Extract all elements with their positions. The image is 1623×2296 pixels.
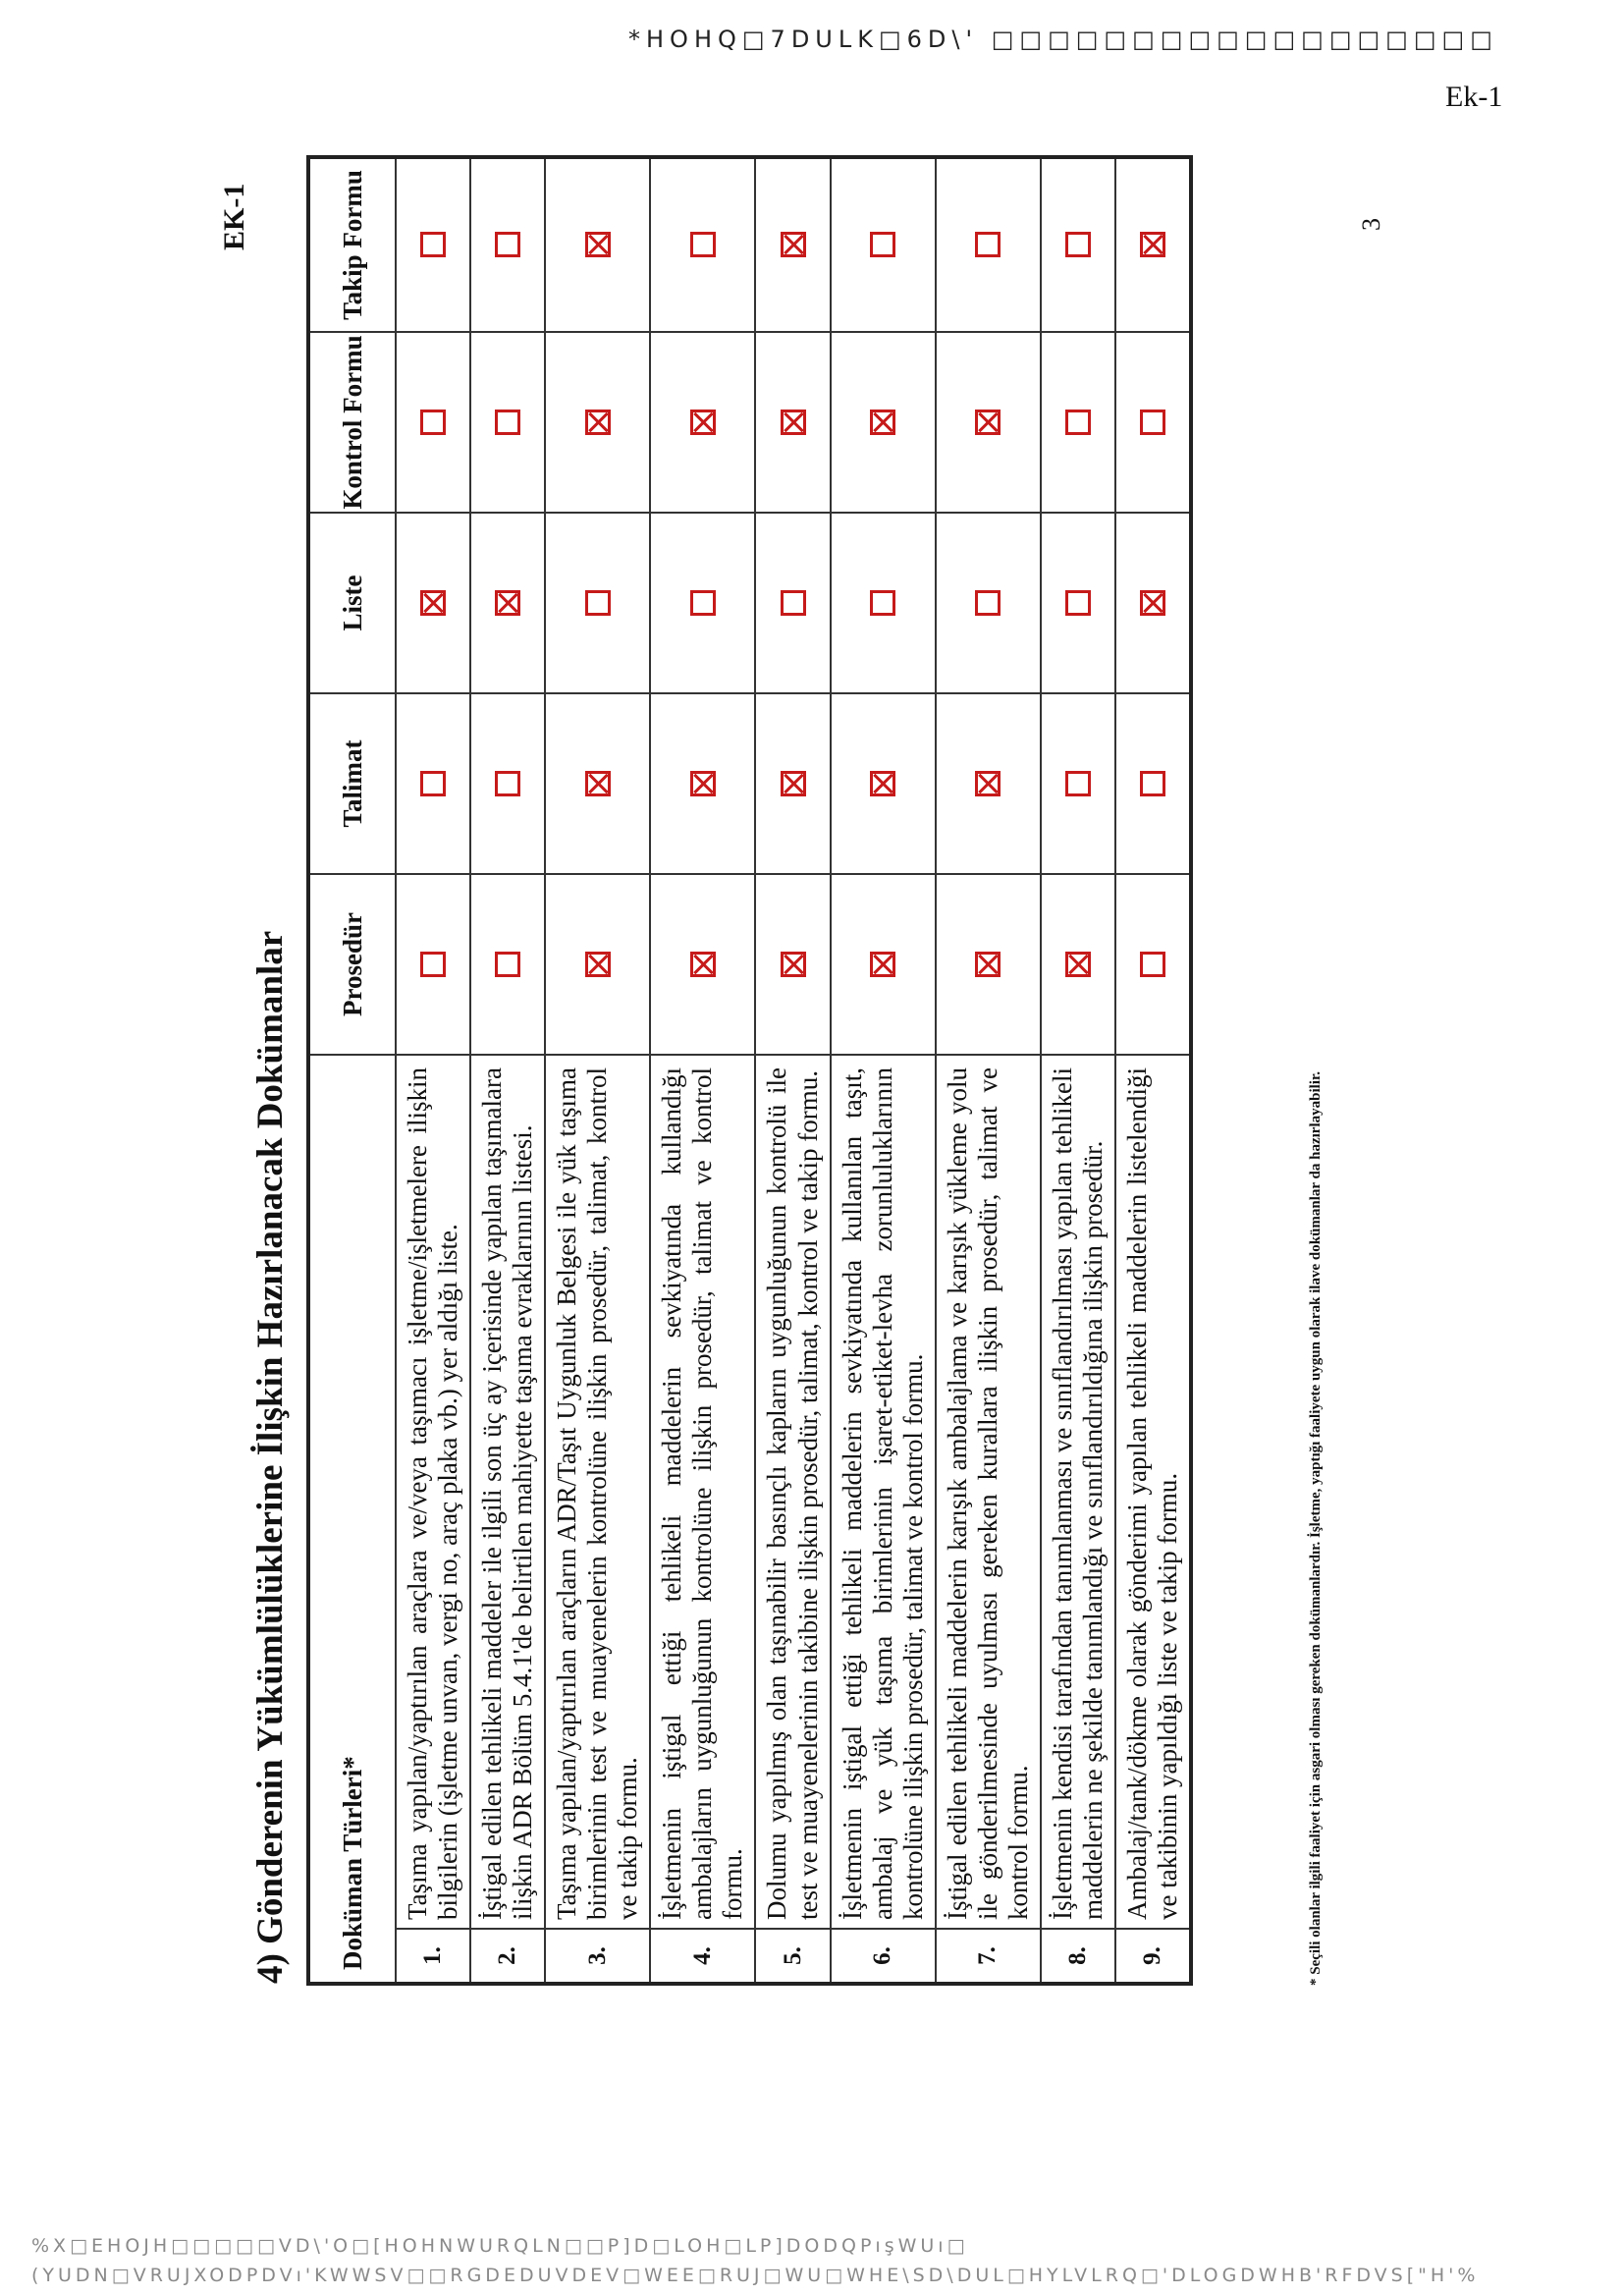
checked-checkbox [690, 771, 716, 796]
empty-checkbox [1140, 771, 1165, 796]
empty-checkbox [585, 590, 611, 616]
footer-line-2: (YUDN□VRUJXODPDVı'KWWSV□□RGDEDUVDEV□WEE□RUJ□WU□WHE\SD\DUL□HYLVLRQ□'DLOGDWHB'RFDVS["H'% [31, 2265, 1480, 2286]
row-number: 3. [545, 1929, 650, 1984]
checkbox-cell-instruction [831, 693, 936, 874]
table-row [650, 157, 755, 1984]
table-row [1115, 157, 1191, 1984]
checkbox-cell-tracking-form [755, 157, 830, 332]
checked-checkbox [975, 952, 1001, 977]
checkbox-cell-list [650, 513, 755, 693]
checkbox-cell-procedure [831, 874, 936, 1055]
row-description: İştigal edilen tehlikeli maddelerin karışık ambalajlama ve karışık yükleme yolu ile gönderilmesinde uyulması gereken kurallara ilişkin prosedür, talimat ve kontrol formu. [936, 1055, 1041, 1929]
checkbox-cell-tracking-form [936, 157, 1041, 332]
checkbox-cell-procedure [1115, 874, 1191, 1055]
table-row [545, 157, 650, 1984]
checkbox-cell-tracking-form [831, 157, 936, 332]
row-description: Taşıma yapılan/yaptırılan araçların ADR/Taşıt Uygunluk Belgesi ile yük taşıma birimlerinin test ve muayenelerin kontrolüne ilişkin prosedür, talimat, kontrol ve takip formu. [545, 1055, 650, 1929]
checkbox-cell-instruction [1115, 693, 1191, 874]
checkbox-cell-tracking-form [470, 157, 545, 332]
checked-checkbox [585, 410, 611, 435]
checkbox-cell-list [470, 513, 545, 693]
checkbox-cell-control-form [650, 332, 755, 513]
row-number: 8. [1041, 1929, 1115, 1984]
table-row [470, 157, 545, 1984]
checkbox-cell-procedure [470, 874, 545, 1055]
row-description: Ambalaj/tank/dökme olarak gönderimi yapılan tehlikeli maddelerin listelendiği ve takibinin yapıldığı liste ve takip formu. [1115, 1055, 1191, 1929]
checked-checkbox [781, 233, 806, 258]
row-number: 4. [650, 1929, 755, 1984]
empty-checkbox [1140, 410, 1165, 435]
checkbox-cell-tracking-form [650, 157, 755, 332]
empty-checkbox [690, 233, 716, 258]
empty-checkbox [1065, 771, 1091, 796]
checked-checkbox [495, 590, 520, 616]
checkbox-cell-list [396, 513, 470, 693]
empty-checkbox [495, 410, 520, 435]
empty-checkbox [420, 952, 446, 977]
checkbox-cell-instruction [755, 693, 830, 874]
checked-checkbox [975, 771, 1001, 796]
table-header-row [308, 157, 396, 1984]
checkbox-cell-control-form [1115, 332, 1191, 513]
row-description: Dolumu yapılmış olan taşınabilir basınçlı kapların uygunluğunun kontrolü ile test ve muayenelerinin takibine ilişkin prosedür, talimat, kontrol ve takip formu. [755, 1055, 830, 1929]
checkbox-cell-instruction [470, 693, 545, 874]
empty-checkbox [495, 233, 520, 258]
section-title: 4) Gönderenin Yükümlülüklerine İlişkin Hazırlanacak Dokümanlar [250, 930, 291, 1984]
row-description: İştigal edilen tehlikeli maddeler ile ilgili son üç ay içerisinde yapılan taşımalara ilişkin ADR Bölüm 5.4.1'de belirtilen mahiyette taşıma evraklarının listesi. [470, 1055, 545, 1929]
checkbox-cell-list [831, 513, 936, 693]
checked-checkbox [690, 952, 716, 977]
row-number: 6. [831, 1929, 936, 1984]
checked-checkbox [585, 952, 611, 977]
checkbox-cell-control-form [755, 332, 830, 513]
checkbox-cell-procedure [1041, 874, 1115, 1055]
checkbox-cell-list [545, 513, 650, 693]
document-types-table [306, 155, 1193, 1986]
checked-checkbox [870, 410, 895, 435]
checkbox-cell-instruction [545, 693, 650, 874]
checkbox-cell-control-form [470, 332, 545, 513]
checked-checkbox [975, 410, 1001, 435]
table-row [831, 157, 936, 1984]
empty-checkbox [495, 771, 520, 796]
empty-checkbox [1065, 590, 1091, 616]
empty-checkbox [781, 590, 806, 616]
checkbox-cell-tracking-form [396, 157, 470, 332]
annex-label: Ek-1 [1445, 81, 1503, 113]
table-row [936, 157, 1041, 1984]
running-header: *HOHQ□7DULK□6D\' □□□□□□□□□□□□□□□□□□ [628, 26, 1498, 53]
checked-checkbox [870, 771, 895, 796]
empty-checkbox [870, 590, 895, 616]
checkbox-cell-instruction [396, 693, 470, 874]
checkbox-cell-control-form [545, 332, 650, 513]
checked-checkbox [420, 590, 446, 616]
checkbox-cell-control-form [831, 332, 936, 513]
column-header-control-form: Kontrol Formu [308, 332, 396, 513]
empty-checkbox [975, 590, 1001, 616]
row-description: Taşıma yapılan/yaptırılan araçlara ve/veya taşımacı işletme/işletmelere ilişkin bilgilerin (işletme unvan, vergi no, araç plaka vb.) yer aldığı liste. [396, 1055, 470, 1929]
empty-checkbox [420, 410, 446, 435]
checked-checkbox [781, 771, 806, 796]
checked-checkbox [1140, 590, 1165, 616]
empty-checkbox [690, 590, 716, 616]
checked-checkbox [585, 233, 611, 258]
checked-checkbox [1140, 233, 1165, 258]
checkbox-cell-list [755, 513, 830, 693]
checkbox-cell-list [1041, 513, 1115, 693]
checked-checkbox [781, 952, 806, 977]
rotated-page [218, 98, 1385, 2121]
empty-checkbox [870, 233, 895, 258]
table-row [755, 157, 830, 1984]
checkbox-cell-instruction [936, 693, 1041, 874]
row-number: 2. [470, 1929, 545, 1984]
checkbox-cell-procedure [650, 874, 755, 1055]
checkbox-cell-instruction [1041, 693, 1115, 874]
checked-checkbox [1065, 952, 1091, 977]
checkbox-cell-control-form [396, 332, 470, 513]
checkbox-cell-list [936, 513, 1041, 693]
checkbox-cell-tracking-form [1115, 157, 1191, 332]
checked-checkbox [585, 771, 611, 796]
checkbox-cell-procedure [396, 874, 470, 1055]
row-number: 7. [936, 1929, 1041, 1984]
empty-checkbox [420, 771, 446, 796]
checkbox-cell-list [1115, 513, 1191, 693]
row-description: İşletmenin iştigal ettiği tehlikeli maddelerin sevkiyatında kullandığı ambalajların uygunluğunun kontrolüne ilişkin prosedür, talimat ve kontrol formu. [650, 1055, 755, 1929]
checked-checkbox [690, 410, 716, 435]
empty-checkbox [975, 233, 1001, 258]
table-body [396, 157, 1191, 1984]
column-header-tracking-form: Takip Formu [308, 157, 396, 332]
row-number: 9. [1115, 1929, 1191, 1984]
checkbox-cell-tracking-form [1041, 157, 1115, 332]
checkbox-cell-procedure [936, 874, 1041, 1055]
empty-checkbox [495, 952, 520, 977]
table-row [396, 157, 470, 1984]
footnote: * Seçili olanlar ilgili faaliyet için asgari olması gereken dokümanlardır. İşletme, yaptığı faaliyete uygun olarak ilave dokümanlar da hazırlayabilir. [1308, 1070, 1324, 1986]
row-number: 1. [396, 1929, 470, 1984]
checked-checkbox [870, 952, 895, 977]
column-header-instruction: Talimat [308, 693, 396, 874]
row-number: 5. [755, 1929, 830, 1984]
checkbox-cell-procedure [755, 874, 830, 1055]
checkbox-cell-procedure [545, 874, 650, 1055]
empty-checkbox [1065, 410, 1091, 435]
column-header-list: Liste [308, 513, 396, 693]
checked-checkbox [781, 410, 806, 435]
checkbox-cell-tracking-form [545, 157, 650, 332]
row-description: İşletmenin iştigal ettiği tehlikeli maddelerin sevkiyatında kullanılan taşıt, ambalaj ve yük taşıma birimlerinin işaret-etiket-levha zorunluluklarının kontrolüne ilişkin prosedür, talimat ve kontrol formu. [831, 1055, 936, 1929]
empty-checkbox [420, 233, 446, 258]
column-header-document-types: Doküman Türleri* [308, 1055, 396, 1984]
row-description: İşletmenin kendisi tarafından tanımlanması ve sınıflandırılması yapılan tehlikeli maddelerin ne şekilde tanımlandığı ve sınıflandırıldığına ilişkin prosedür. [1041, 1055, 1115, 1929]
checkbox-cell-instruction [650, 693, 755, 874]
empty-checkbox [1065, 233, 1091, 258]
empty-checkbox [1140, 952, 1165, 977]
annex-label-rotated: EK-1 [218, 183, 250, 250]
column-header-procedure: Prosedür [308, 874, 396, 1055]
checkbox-cell-control-form [936, 332, 1041, 513]
table-row [1041, 157, 1115, 1984]
page-number: 3 [1357, 218, 1385, 231]
checkbox-cell-control-form [1041, 332, 1115, 513]
footer-line-1: %X□EHOJH□□□□□VD\'O□[HOHNWURQLN□□P]D□LOH□LP]DODQPışWUı□ [31, 2235, 969, 2257]
